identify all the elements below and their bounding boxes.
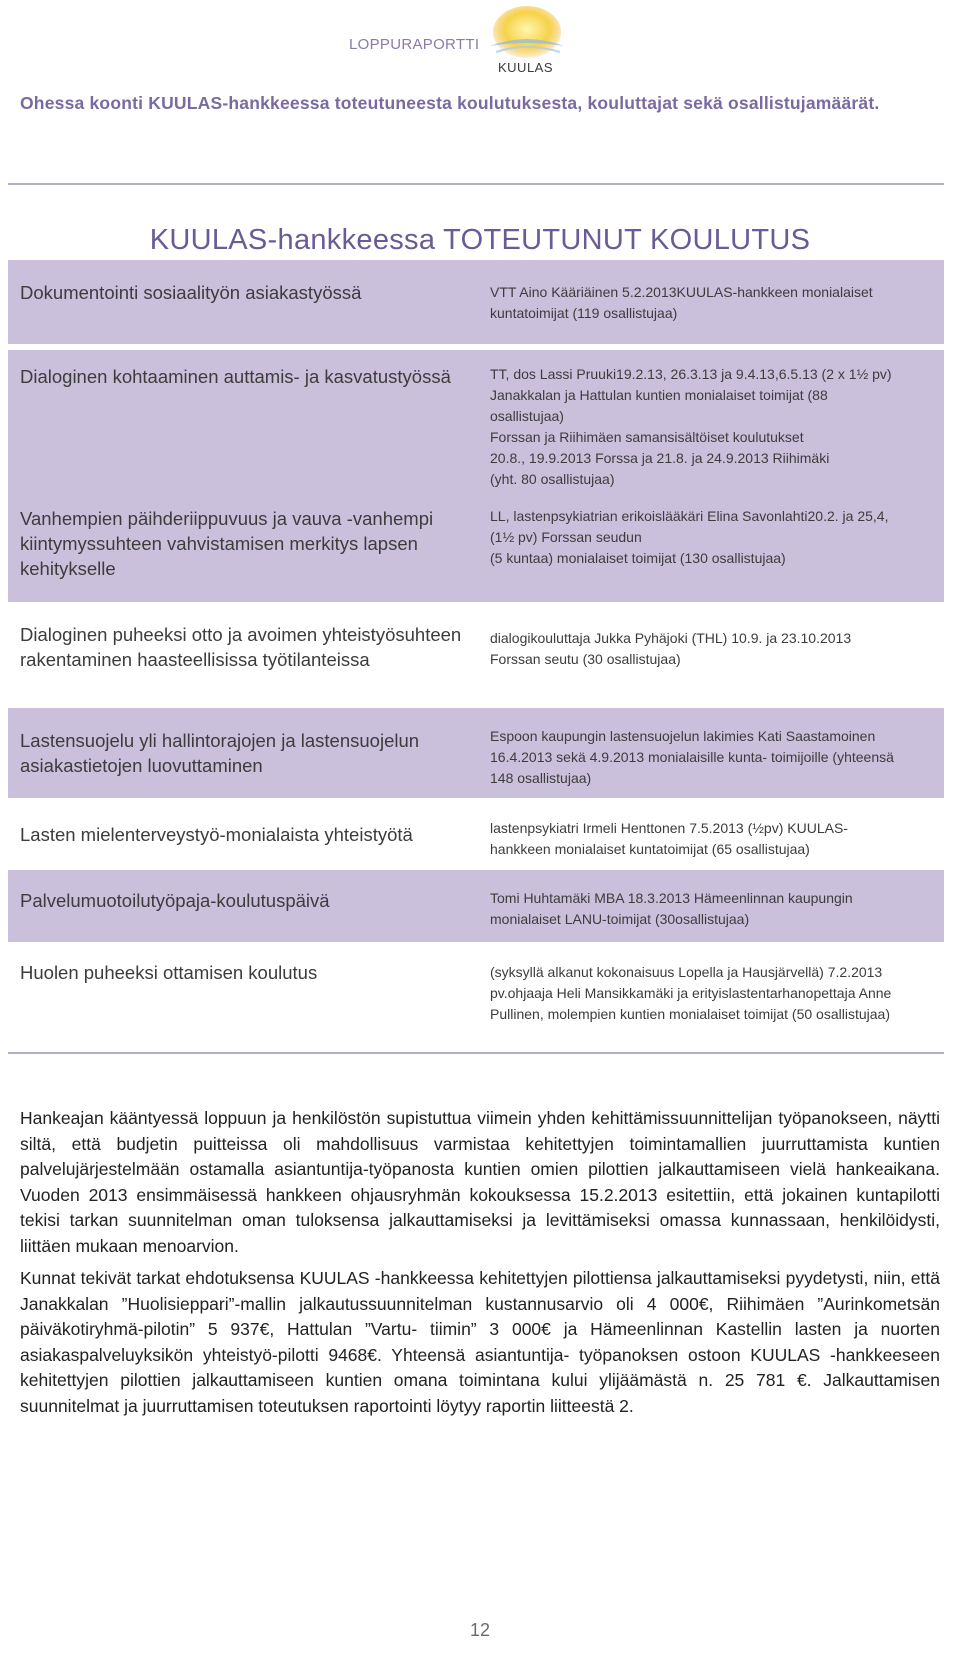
divider — [8, 183, 944, 185]
training-details: Tomi Huhtamäki MBA 18.3.2013 Hämeenlinnan kaupungin monialaiset LANU-toimijat (30osallistujaa) — [490, 890, 853, 927]
training-details: LL, lastenpsykiatrian erikoislääkäri Elina Savonlahti20.2. ja 25,4, (1½ pv) Forssan seudun (5 kuntaa) monialaiset toimijat (130 osallistujaa) — [490, 508, 889, 566]
body-paragraph: Hankeajan kääntyessä loppuun ja henkilöstön supistuttua viimein yhden kehittämissuunnittelijan työpanokseen, näytti siltä, että budjetin puitteissa oli mahdollisuus varmistaa kehitettyjen toimintamallien juurruttamista kuntien palvelujärjestelmään ostamalla asiantuntija-työpanosta kuntien omien pilottien jalkauttamiseen vielä hankeaikana. Vuoden 2013 ensimmäisessä hankkeen ohjausryhmän kokouksessa 15.2.2013 esitettiin, että jokainen kuntapilotti tekisi tarkan suunnitelman oman tuloksensa jalkauttamiseksi ja levittämiseksi omassa kunnassaan, henkilöidysti, liittäen mukaan menoarvion. — [20, 1108, 940, 1256]
page-number: 12 — [469, 1620, 491, 1640]
training-topic: Palvelumuotoilutyöpaja-koulutuspäivä — [20, 890, 330, 911]
training-topic: Dialoginen puheeksi otto ja avoimen yhteistyösuhteen rakentaminen haasteellisissa työtilanteissa — [20, 624, 462, 670]
training-topic: Vanhempien päihderiippuvuus ja vauva -vanhempi kiintymyssuhteen vahvistamisen merkitys lapsen kehitykselle — [20, 508, 434, 579]
training-topic: Huolen puheeksi ottamisen koulutus — [20, 962, 318, 983]
training-details: Espoon kaupungin lastensuojelun lakimies Kati Saastamoinen 16.4.2013 sekä 4.9.2013 monialaisille kunta- toimijoille (yhteensä 148 osallistujaa) — [490, 728, 894, 786]
training-topic: Dialoginen kohtaaminen auttamis- ja kasvatustyössä — [20, 366, 451, 387]
body-paragraph: Kunnat tekivät tarkat ehdotuksensa KUULAS -hankkeessa kehitettyjen pilottiensa jalkauttamiseksi pyydetysti, niin, että Janakkalan ”Huolisieppari”-mallin jalkautussuunnitelman kustannusarvio oli 4 000€, Riihimäen ”Aurinkometsän päiväkotiryhmä-pilotin” 5 937€, Hattulan ”Vartu- tiimin” 3 000€ ja Hämeenlinnan Kastellin lasten ja nuorten asiakaspalveluyksikön yhteistyö-pilotti 9468€. Yhteensä asiantuntija- työpanoksen ostoon KUULAS -hankkeeseen kehitettyjen pilottien jalkauttamiseen kuntien omana toimintana kului ylijäämästä n. 25 781 €. Jalkauttamisen suunnitelmat ja juurruttamisen toteutuksen raportointi löytyy raportin liitteestä 2. — [20, 1268, 940, 1416]
training-topic: Dokumentointi sosiaalityön asiakastyössä — [20, 282, 362, 303]
training-details: VTT Aino Kääriäinen 5.2.2013KUULAS-hankkeen monialaiset kuntatoimijat (119 osallistujaa) — [490, 284, 873, 321]
training-details: dialogikouluttaja Jukka Pyhäjoki (THL) 10.9. ja 23.10.2013 Forssan seutu (30 osallistujaa) — [490, 630, 852, 667]
training-topic: Lastensuojelu yli hallintorajojen ja lastensuojelun asiakastietojen luovuttaminen — [20, 730, 420, 776]
report-title: LOPPURAPORTTI — [349, 36, 480, 53]
training-details: lastenpsykiatri Irmeli Henttonen 7.5.2013 (½pv) KUULAS- hankkeen monialaiset kuntatoimijat (65 osallistujaa) — [490, 820, 848, 857]
divider — [8, 1052, 944, 1054]
training-details: TT, dos Lassi Pruuki19.2.13, 26.3.13 ja 9.4.13,6.5.13 (2 x 1½ pv) Janakkalan ja Hattulan kuntien monialaiset toimijat (88 osallistujaa) Forssan ja Riihimäen samansisältöiset koulutukset 20.8., 19.9.2013 Forssa ja 21.8. ja 24.9.2013 Riihimäki (yht. 80 osallistujaa) — [490, 366, 892, 487]
logo-text: KUULAS — [498, 60, 554, 75]
training-topic: Lasten mielenterveystyö-monialaista yhteistyötä — [20, 824, 413, 845]
section-title: KUULAS-hankkeessa TOTEUTUNUT KOULUTUS — [149, 224, 811, 256]
page-header — [0, 0, 960, 90]
intro-text: Ohessa koonti KUULAS-hankkeessa toteutuneesta koulutuksesta, kouluttajat sekä osallistujamäärät. — [20, 93, 880, 113]
training-details: (syksyllä alkanut kokonaisuus Lopella ja Hausjärvellä) 7.2.2013 pv.ohjaaja Heli Mansikkamäki ja erityislastentarhanopettaja Anne Pullinen, molempien kuntien monialaiset toimijat (50 osallistujaa) — [490, 964, 892, 1022]
